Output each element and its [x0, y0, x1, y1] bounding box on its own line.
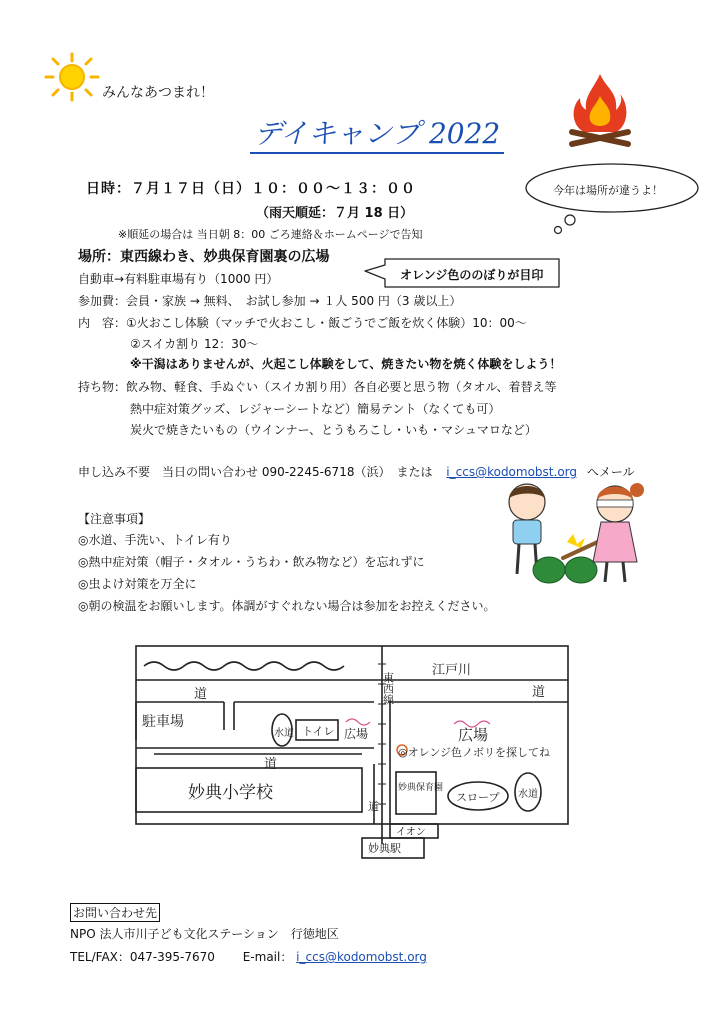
inquiry-email-link[interactable]: i_ccs@kodomobst.org [446, 465, 578, 479]
place-changed-callout: 今年は場所が違うよ！ [553, 184, 663, 197]
event-place: 場所：東西線わき、妙典保育園裏の広場 [78, 249, 330, 265]
caution-item: ◎熱中症対策（帽子・タオル・うちわ・飲み物など）を忘れずに [78, 555, 425, 569]
inquiry-text: 申し込み不要 当日の問い合わせ 090-2245-6718（浜） または [78, 465, 433, 479]
contact-org: NPO 法人市川子ども文化ステーション 行徳地区 [70, 927, 339, 941]
contents-line1: 内 容：①火おこし体験（マッチで火おこし・飯ごうでご飯を炊く体験）10：00～ [78, 316, 527, 330]
rain-date: （雨天順延：７月 18 日） [256, 206, 414, 221]
contact-telfax: TEL/FAX：047-395-7670 [70, 950, 215, 964]
event-datetime: 日時：７月１７日（日）１０：００～１３：００ [86, 181, 416, 197]
belongings-line3: 炭火で焼きたいもの（ウインナー、とうもろこし・いも・マシュマロなど） [130, 423, 537, 437]
belongings-line2: 熱中症対策グッズ、レジャーシートなど）簡易テント（なくても可） [130, 402, 501, 416]
map-water: 水道 [518, 789, 538, 800]
map-road: 道 [264, 757, 278, 772]
map-plaza-big: 広場 [458, 726, 489, 744]
map-parking: 駐車場 [142, 714, 184, 730]
map-road: 道 [194, 687, 208, 702]
caution-item: ◎朝の検温をお願いします。体調がすぐれない場合は参加をお控えください。 [78, 599, 496, 613]
contact-heading: お問い合わせ先 [70, 903, 160, 922]
map-aeon: イオン [396, 827, 426, 838]
map-plaza-small: 広場 [344, 727, 369, 741]
campfire-icon [560, 70, 640, 152]
contact-email-label: E-mail： [242, 950, 293, 964]
contact-line [70, 948, 427, 965]
greeting: みんなあつまれ！ [102, 85, 214, 101]
contents-note: ※干潟はありませんが、火起こし体験をして、焼きたい物を焼く体験をしよう！ [130, 357, 562, 371]
map-flag-search: ◎オレンジ色ノボリを探してね [398, 746, 551, 759]
map-water: 水道 [274, 728, 294, 739]
map-road: 道 [532, 685, 546, 700]
map-east-line: 東西線 [381, 672, 395, 705]
flag-callout: オレンジ色ののぼりが目印 [400, 268, 544, 282]
caution-item: ◎水道、手洗い、トイレ有り [78, 533, 232, 547]
map-river: 江戸川 [432, 663, 472, 678]
belongings-line1: 持ち物：飲み物、軽食、手ぬぐい（スイカ割り用）各自必要と思う物（タオル、着替え等 [78, 380, 557, 394]
sun-icon [42, 52, 102, 102]
map-station: 妙典駅 [368, 842, 401, 855]
page-title: デイキャンプ 2022 [250, 112, 504, 154]
thought-cloud [522, 158, 702, 238]
postpone-note: ※順延の場合は 当日朝 8：00 ごろ連絡＆ホームページで告知 [118, 228, 423, 241]
watermelon-splitting-illustration [497, 478, 647, 590]
cautions-heading: 【注意事項】 [78, 512, 151, 526]
map-slope: スロープ [456, 791, 500, 804]
map-road: 道 [368, 800, 379, 813]
fee-info: 参加費：会員・家族 → 無料、 お試し参加 → １人 500 円（3 歳以上） [78, 294, 462, 308]
contact-email-link[interactable]: i_ccs@kodomobst.org [296, 950, 427, 964]
inquiry-suffix: へメール [586, 465, 635, 479]
parking-info: 自動車→有料駐車場有り（1000 円） [78, 272, 279, 286]
map-nursery: 妙典保育園 [398, 783, 444, 793]
map-school: 妙典小学校 [188, 783, 273, 803]
caution-item: ◎虫よけ対策を万全に [78, 577, 197, 591]
contents-line2: ②スイカ割り 12：30～ [130, 337, 259, 351]
map-toilet: トイレ [302, 725, 335, 738]
venue-map [134, 644, 574, 866]
